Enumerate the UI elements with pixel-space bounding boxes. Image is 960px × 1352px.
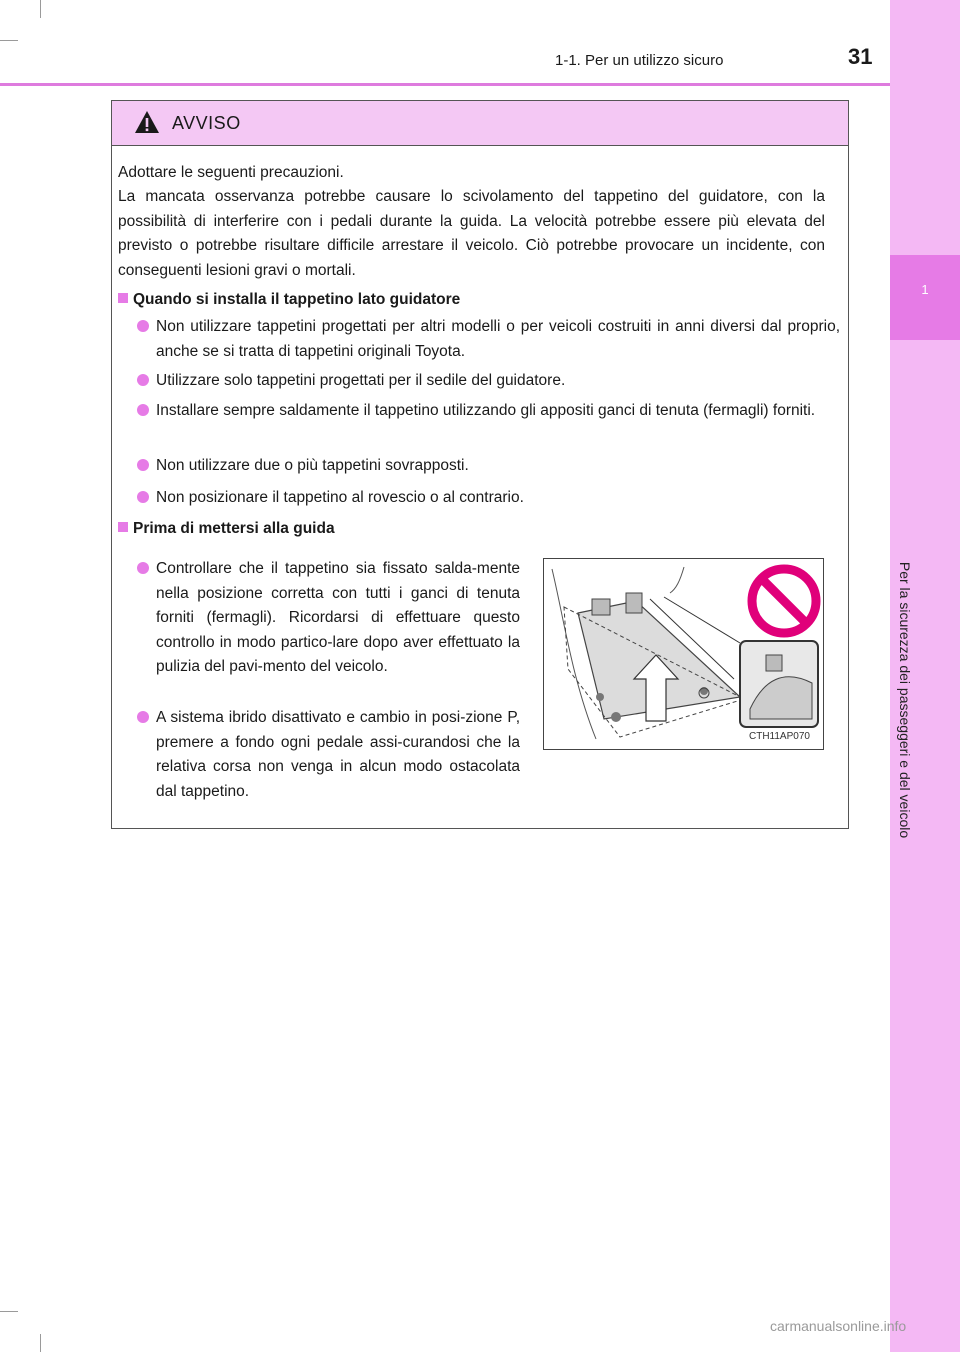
page-number: 31	[848, 44, 873, 69]
section-heading	[118, 291, 460, 309]
footer-watermark: carmanualsonline.info	[770, 1318, 907, 1334]
chapter-number: 1	[890, 255, 960, 340]
warning-title: AVVISO	[172, 113, 241, 133]
warning-header	[112, 101, 848, 146]
section-heading-text: Prima di mettersi alla guida	[133, 520, 335, 537]
list-item	[156, 486, 840, 511]
header-rule	[0, 83, 890, 86]
list-item	[156, 706, 520, 804]
list-item	[156, 557, 520, 680]
bullet-dot-icon	[137, 711, 149, 723]
list-item-text: Non utilizzare tappetini progettati per altri modelli o per veicoli costruiti in anni diversi dal proprio, anche se si tratta di tappetini originali Toyota.	[156, 318, 840, 360]
warning-box	[111, 100, 849, 829]
list-item-text: A sistema ibrido disattivato e cambio in posi-zione P, premere a fondo ogni pedale assi-curandosi che la relativa corsa non venga in alcun modo ostacolata dal tappetino.	[156, 709, 520, 800]
crop-mark	[40, 1334, 41, 1352]
bullet-dot-icon	[137, 562, 149, 574]
crop-mark	[0, 1311, 18, 1312]
crop-mark	[0, 40, 18, 41]
floor-mat-illustration	[543, 558, 824, 750]
list-item	[156, 399, 840, 424]
list-item-text: Controllare che il tappetino sia fissato salda-mente nella posizione corretta con tutti i ganci di tenuta forniti (fermagli). Ricordarsi di effettuare questo controllo in modo partico-lare dopo aver effettuato la pulizia del pavi-mento del veicolo.	[156, 560, 520, 675]
list-item-text: Utilizzare solo tappetini progettati per il sedile del guidatore.	[156, 372, 566, 389]
section-heading-text: Quando si installa il tappetino lato guidatore	[133, 291, 461, 308]
list-item-text: Installare sempre saldamente il tappetino utilizzando gli appositi ganci di tenuta (fermagli) forniti.	[156, 402, 816, 419]
warning-triangle-icon	[134, 110, 160, 134]
section-heading	[118, 520, 335, 538]
bullet-dot-icon	[137, 459, 149, 471]
list-item-text: Non utilizzare due o più tappetini sovrapposti.	[156, 457, 469, 474]
list-item	[156, 369, 840, 394]
bullet-dot-icon	[137, 320, 149, 332]
section-title: 1-1. Per un utilizzo sicuro	[555, 52, 724, 69]
square-bullet-icon	[118, 522, 128, 532]
list-item	[156, 315, 840, 364]
crop-mark	[40, 0, 41, 18]
square-bullet-icon	[118, 293, 128, 303]
list-item-text: Non posizionare il tappetino al rovescio o al contrario.	[156, 489, 524, 506]
floor-mat-drawing	[544, 559, 823, 749]
bullet-dot-icon	[137, 374, 149, 386]
warning-intro-text: La mancata osservanza potrebbe causare lo scivolamento del tappetino del guidatore, con la possibilità di interferire con i pedali durante la guida. La velocità potrebbe essere più elevata del previsto o potrebbe risultare difficile arrestare il veicolo. Ciò potrebbe provocare un incidente, con conseguenti lesioni gravi o mortali.	[118, 188, 825, 279]
warning-intro-line: Adottare le seguenti precauzioni.	[118, 164, 344, 181]
chapter-title: Per la sicurezza dei passeggeri e del veicolo	[897, 561, 913, 839]
bullet-dot-icon	[137, 404, 149, 416]
list-item	[156, 454, 840, 479]
figure-code: CTH11AP070	[749, 731, 810, 742]
bullet-dot-icon	[137, 491, 149, 503]
